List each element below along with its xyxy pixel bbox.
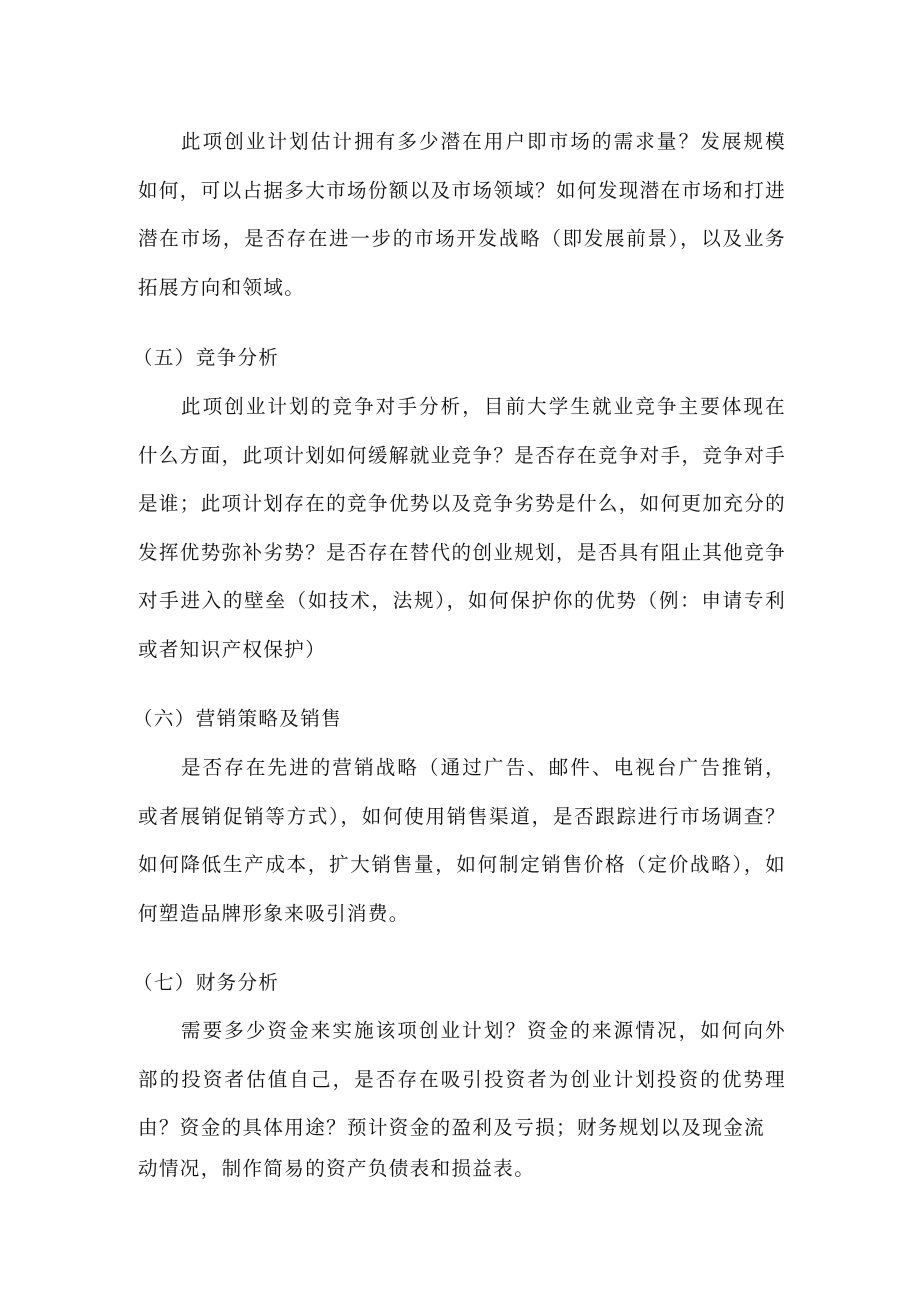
paragraph-financial-analysis-tail: 动情况，制作简易的资产负债表和损益表。: [138, 1157, 536, 1180]
heading-financial-analysis: （七）财务分析: [133, 971, 280, 994]
heading-marketing-sales: （六）营销策略及销售: [133, 707, 343, 730]
paragraph-market-demand: 此项创业计划估计拥有多少潜在用户即市场的需求量？发展规模如何，可以占据多大市场份额以及市场领域？如何发现潜在市场和打进潜在市场，是否存在进一步的市场开发战略（即发展前景），以及业务拓展方向和领域。: [138, 130, 786, 299]
paragraph-competition-analysis: 此项创业计划的竞争对手分析，目前大学生就业竞争主要体现在什么方面，此项计划如何缓解就业竞争？是否存在竞争对手，竞争对手是谁；此项计划存在的竞争优势以及竞争劣势是什么，如何更加充分的发挥优势弥补劣势？是否存在替代的创业规划，是否具有阻止其他竞争对手进入的壁垒（如技术，法规），如何保护你的优势（例：申请专利或者知识产权保护）: [138, 395, 786, 661]
paragraph-financial-analysis: 需要多少资金来实施该项创业计划？资金的来源情况，如何向外部的投资者估值自己，是否存在吸引投资者为创业计划投资的优势理由？资金的具体用途？预计资金的盈利及亏损；财务规划以及现金流: [138, 1019, 786, 1139]
paragraph-marketing-sales: 是否存在先进的营销战略（通过广告、邮件、电视台广告推销，或者展销促销等方式），如何使用销售渠道，是否跟踪进行市场调查？如何降低生产成本，扩大销售量，如何制定销售价格（定价战略），如何塑造品牌形象来吸引消费。: [138, 756, 786, 925]
heading-competition-analysis: （五）竞争分析: [133, 346, 280, 369]
